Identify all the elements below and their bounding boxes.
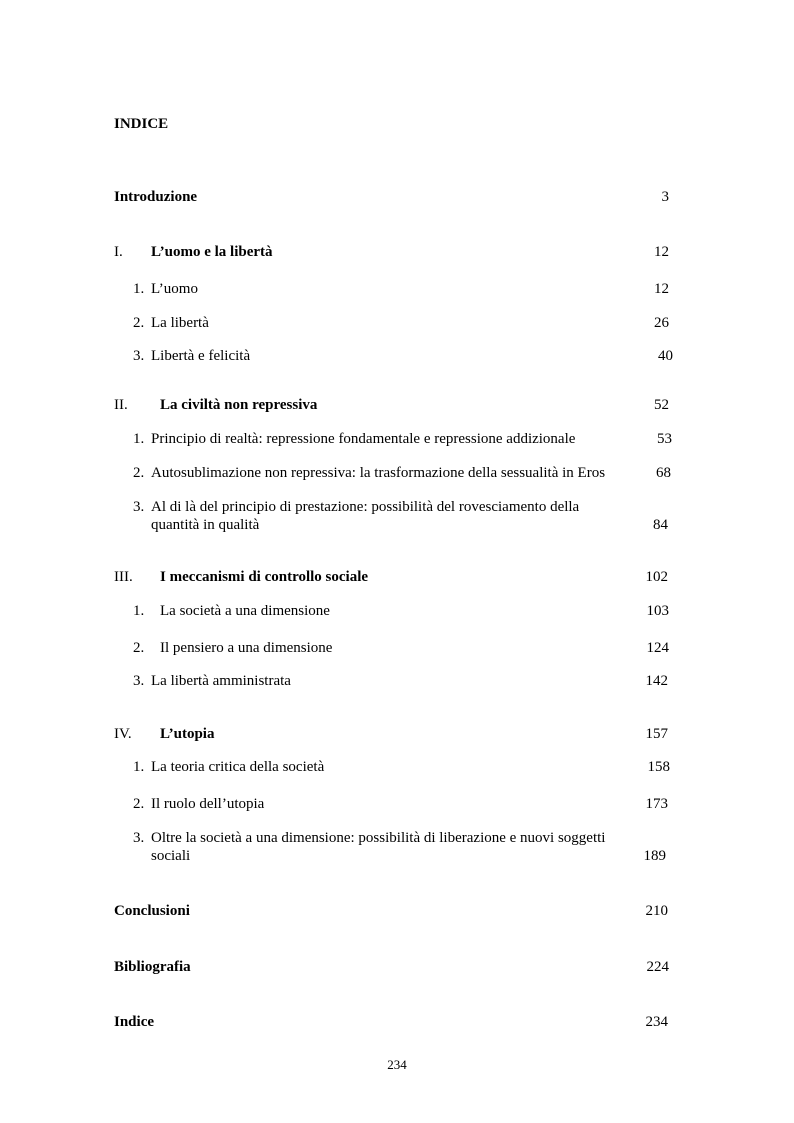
chapter-4-section-1-page: 158 xyxy=(647,759,670,775)
toc-conclusions-label: Conclusioni xyxy=(114,903,190,919)
chapter-2-section-3-title: Al di là del principio di prestazione: possibilità del rovesciamento della xyxy=(151,499,580,515)
chapter-2-section-2-num: 2. xyxy=(133,465,145,481)
chapter-4-numeral: IV. xyxy=(114,726,132,742)
chapter-4-section-2-num: 2. xyxy=(133,796,145,812)
toc-bibliography-label: Bibliografia xyxy=(114,959,191,975)
chapter-3-title: I meccanismi di controllo sociale xyxy=(160,569,369,585)
chapter-3-section-1-num: 1. xyxy=(133,603,145,619)
chapter-1-title: L’uomo e la libertà xyxy=(151,244,273,260)
chapter-4-section-3-title-cont: sociali xyxy=(151,848,191,864)
chapter-4-title: L’utopia xyxy=(160,726,215,742)
chapter-2-title: La civiltà non repressiva xyxy=(160,397,318,413)
chapter-3-numeral: III. xyxy=(114,569,133,585)
chapter-4-section-2-page: 173 xyxy=(645,796,668,812)
chapter-1-section-1-page: 12 xyxy=(654,281,669,297)
toc-conclusions-page: 210 xyxy=(645,903,668,919)
chapter-4-section-1-title: La teoria critica della società xyxy=(151,759,325,775)
toc-bibliography-page: 224 xyxy=(646,959,669,975)
chapter-1-section-2-num: 2. xyxy=(133,315,145,331)
chapter-1-section-3-num: 3. xyxy=(133,348,145,364)
chapter-4-section-3-page: 189 xyxy=(643,848,666,864)
chapter-1-section-1-title: L’uomo xyxy=(151,281,198,297)
page-number: 234 xyxy=(387,1057,407,1072)
toc-introduction-label: Introduzione xyxy=(114,189,198,205)
chapter-3-section-1-page: 103 xyxy=(646,603,669,619)
toc-introduction-page: 3 xyxy=(661,189,669,205)
chapter-3-section-1-title: La società a una dimensione xyxy=(160,603,330,619)
chapter-1-numeral: I. xyxy=(114,244,123,260)
chapter-3-page: 102 xyxy=(645,569,668,585)
toc-index-page: 234 xyxy=(645,1014,668,1030)
chapter-2-section-2-page: 68 xyxy=(656,465,671,481)
chapter-2-section-1-title: Principio di realtà: repressione fondamentale e repressione addizionale xyxy=(151,431,576,447)
chapter-2-section-3-title-cont: quantità in qualità xyxy=(151,517,260,533)
chapter-4-section-3-num: 3. xyxy=(133,830,145,846)
chapter-3-section-3-num: 3. xyxy=(133,673,145,689)
page-heading: INDICE xyxy=(114,116,169,132)
chapter-3-section-3-title: La libertà amministrata xyxy=(151,673,291,689)
chapter-2-page: 52 xyxy=(654,397,669,413)
chapter-1-page: 12 xyxy=(654,244,669,260)
chapter-3-section-2-num: 2. xyxy=(133,640,145,656)
chapter-2-numeral: II. xyxy=(114,397,128,413)
chapter-2-section-2-title: Autosublimazione non repressiva: la trasformazione della sessualità in Eros xyxy=(151,465,606,481)
chapter-2-section-3-page: 84 xyxy=(653,517,668,533)
chapter-3-section-2-title: Il pensiero a una dimensione xyxy=(160,640,333,656)
chapter-1-section-3-title: Libertà e felicità xyxy=(151,348,251,364)
chapter-2-section-1-num: 1. xyxy=(133,431,145,447)
chapter-3-section-2-page: 124 xyxy=(646,640,669,656)
chapter-1-section-2-title: La libertà xyxy=(151,315,209,331)
chapter-1-section-2-page: 26 xyxy=(654,315,669,331)
chapter-4-section-2-title: Il ruolo dell’utopia xyxy=(151,796,265,812)
chapter-4-section-3-title: Oltre la società a una dimensione: possibilità di liberazione e nuovi soggetti xyxy=(151,830,606,846)
chapter-2-section-3-num: 3. xyxy=(133,499,145,515)
chapter-4-page: 157 xyxy=(645,726,668,742)
toc-index-label: Indice xyxy=(114,1014,155,1030)
chapter-4-section-1-num: 1. xyxy=(133,759,145,775)
chapter-1-section-1-num: 1. xyxy=(133,281,145,297)
chapter-1-section-3-page: 40 xyxy=(658,348,673,364)
chapter-3-section-3-page: 142 xyxy=(645,673,668,689)
chapter-2-section-1-page: 53 xyxy=(657,431,672,447)
